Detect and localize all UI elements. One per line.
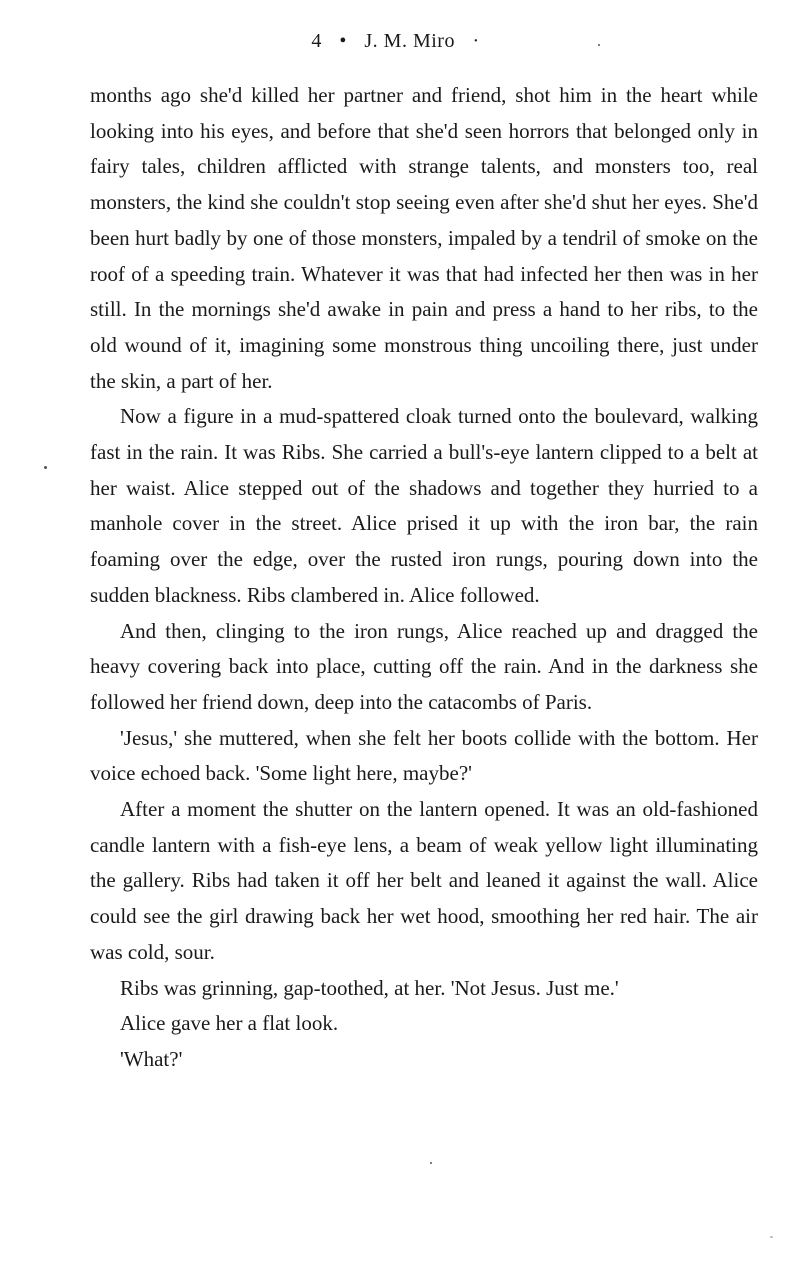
- scan-speck: [430, 1162, 432, 1164]
- paragraph: And then, clinging to the iron rungs, Alice reached up and dragged the heavy covering back into place, cutting off the rain. And in the darkness she followed her friend down, deep into the catacombs of Paris.: [90, 618, 758, 714]
- page-number: 4: [311, 30, 322, 52]
- scan-speck: [44, 466, 47, 469]
- paragraph: 'What?': [120, 1046, 183, 1071]
- body-text: [90, 78, 758, 1078]
- running-header: [0, 30, 791, 53]
- paragraph: 'Jesus,' she muttered, when she felt her boots collide with the bottom. Her voice echoed back. 'Some light here, maybe?': [90, 725, 758, 786]
- author-name: J. M. Miro: [364, 30, 455, 52]
- scan-speck: [770, 1236, 773, 1238]
- paragraph-continued: months ago she'd killed her partner and friend, shot him in the heart while looking into his eyes, and before that she'd seen horrors that belonged only in fairy tales, children afflicted with strange talents, and monsters too, real monsters, the kind she couldn't stop seeing even after she'd shut her eyes. She'd been hurt badly by one of those monsters, impaled by a tendril of smoke on the roof of a speeding train. Whatever it was that had infected her then was in her still. In the mornings she'd awake in pain and press a hand to her ribs, to the old wound of it, imagining some monstrous thing uncoiling there, just under the skin, a part of her.: [90, 83, 758, 393]
- header-separator: •: [339, 30, 347, 52]
- paragraph: Ribs was grinning, gap-toothed, at her. 'Not Jesus. Just me.': [120, 975, 619, 1000]
- paragraph: Now a figure in a mud-spattered cloak turned onto the boulevard, walking fast in the rain. It was Ribs. She carried a bull's-eye lantern clipped to a belt at her waist. Alice stepped out of the shadows and together they hurried to a manhole cover in the street. Alice prised it up with the iron bar, the rain foaming over the edge, over the rusted iron rungs, pouring down into the sudden blackness. Ribs clambered in. Alice followed.: [90, 404, 758, 607]
- header-trailing-mark: ·: [472, 30, 480, 52]
- paragraph: Alice gave her a flat look.: [120, 1011, 339, 1036]
- paragraph: After a moment the shutter on the lantern opened. It was an old-fashioned candle lantern with a fish-eye lens, a beam of weak yellow light illuminating the gallery. Ribs had taken it off her belt and leaned it against the wall. Alice could see the girl drawing back her wet hood, smoothing her red hair. The air was cold, sour.: [90, 797, 758, 964]
